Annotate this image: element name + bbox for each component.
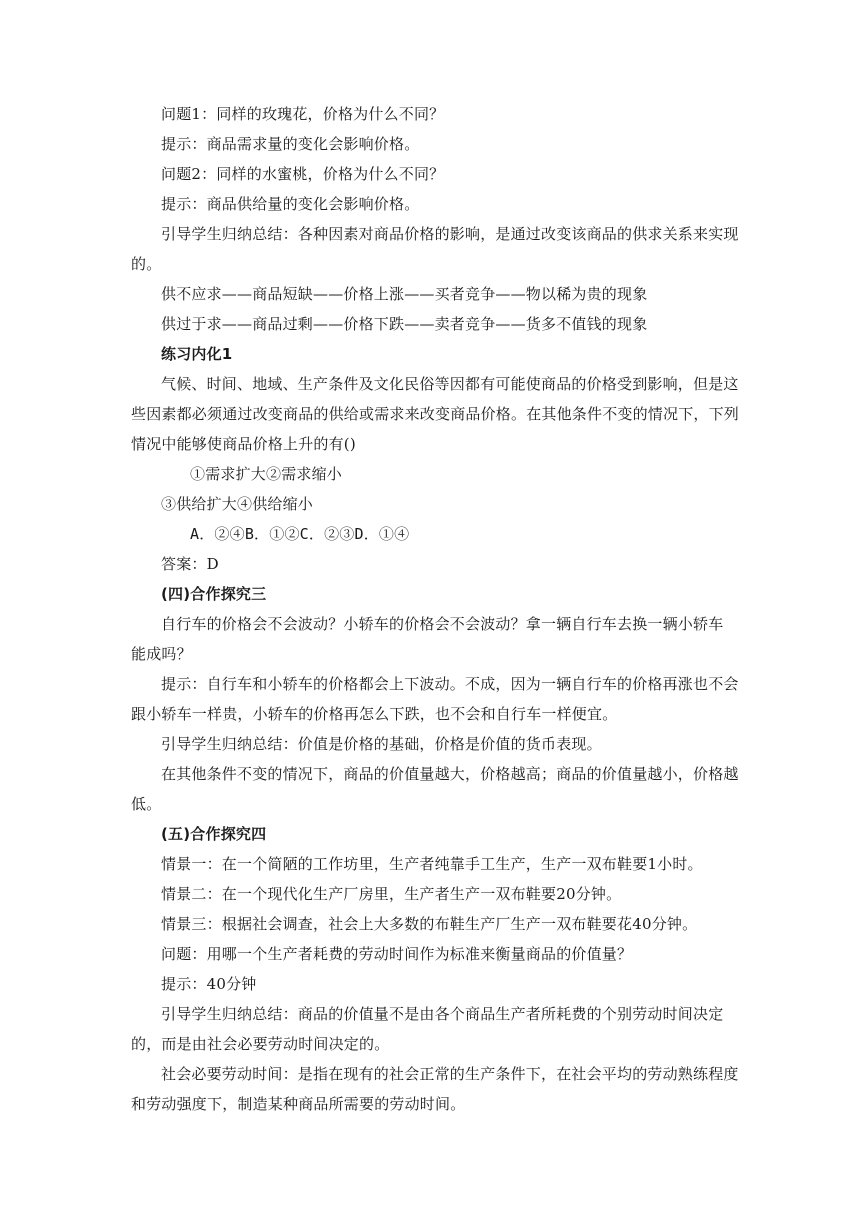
summary-3-line-2: 低。 <box>131 795 162 813</box>
summary-1-line-1: 引导学生归纳总结：各种因素对商品价格的影响，是通过改变该商品的供求关系来实现 <box>161 225 739 243</box>
section-heading-practice-1: 练习内化1 <box>161 345 233 363</box>
supply-demand-line-2: 供过于求——商品过剩——价格下跌——卖者竞争——货多不值钱的现象 <box>161 315 648 333</box>
question-2: 问题2：同样的水蜜桃，价格为什么不同？ <box>161 165 445 183</box>
exploration-3-question-line-1: 自行车的价格会不会波动？小轿车的价格会不会波动？拿一辆自行车去换一辆小轿车 <box>161 615 724 633</box>
question-value: 问题：用哪一个生产者耗费的劳动时间作为标准来衡量商品的价值量？ <box>161 945 633 963</box>
summary-4-line-2: 的，而是由社会必要劳动时间决定的。 <box>131 1035 390 1053</box>
exploration-3-question-line-2: 能成吗？ <box>131 645 192 663</box>
definition-line-1: 社会必要劳动时间：是指在现有的社会正常的生产条件下，在社会平均的劳动熟练程度 <box>161 1065 739 1083</box>
hint-2: 提示：商品供给量的变化会影响价格。 <box>161 195 420 213</box>
hint-value: 提示：40分钟 <box>161 975 257 993</box>
answer-choices: A．②④B．①②C．②③D．①④ <box>190 525 410 543</box>
exploration-3-hint-line-1: 提示：自行车和小轿车的价格都会上下波动。不成，因为一辆自行车的价格再涨也不会 <box>161 675 739 693</box>
section-heading-4: (四)合作探究三 <box>161 585 267 603</box>
option-line-2: ③供给扩大④供给缩小 <box>161 495 314 513</box>
practice-paragraph-line-3: 情况中能够使商品价格上升的有() <box>131 435 356 453</box>
summary-3-line-1: 在其他条件不变的情况下，商品的价值量越大，价格越高；商品的价值量越小，价格越 <box>161 765 739 783</box>
section-heading-5: (五)合作探究四 <box>161 825 267 843</box>
practice-paragraph-line-1: 气候、时间、地域、生产条件及文化民俗等因都有可能使商品的价格受到影响，但是这 <box>161 375 739 393</box>
scenario-2: 情景二：在一个现代化生产厂房里，生产者生产一双布鞋要20分钟。 <box>161 885 622 903</box>
scenario-3: 情景三：根据社会调查，社会上大多数的布鞋生产厂生产一双布鞋要花40分钟。 <box>161 915 698 933</box>
practice-paragraph-line-2: 些因素都必须通过改变商品的供给或需求来改变商品价格。在其他条件不变的情况下，下列 <box>131 405 740 423</box>
summary-4-line-1: 引导学生归纳总结：商品的价值量不是由各个商品生产者所耗费的个别劳动时间决定 <box>161 1005 724 1023</box>
scenario-1: 情景一：在一个简陋的工作坊里，生产者纯靠手工生产，生产一双布鞋要1小时。 <box>161 855 703 873</box>
hint-1: 提示：商品需求量的变化会影响价格。 <box>161 135 420 153</box>
question-1: 问题1：同样的玫瑰花，价格为什么不同？ <box>161 105 445 123</box>
answer: 答案：D <box>161 555 219 573</box>
summary-2: 引导学生归纳总结：价值是价格的基础，价格是价值的货币表现。 <box>161 735 602 753</box>
exploration-3-hint-line-2: 跟小轿车一样贵，小轿车的价格再怎么下跌，也不会和自行车一样便宜。 <box>131 705 618 723</box>
option-line-1: ①需求扩大②需求缩小 <box>190 465 343 483</box>
supply-demand-line-1: 供不应求——商品短缺——价格上涨——买者竞争——物以稀为贵的现象 <box>161 285 648 303</box>
summary-1-line-2: 的。 <box>131 255 162 273</box>
definition-line-2: 和劳动强度下，制造某种商品所需要的劳动时间。 <box>131 1095 466 1113</box>
